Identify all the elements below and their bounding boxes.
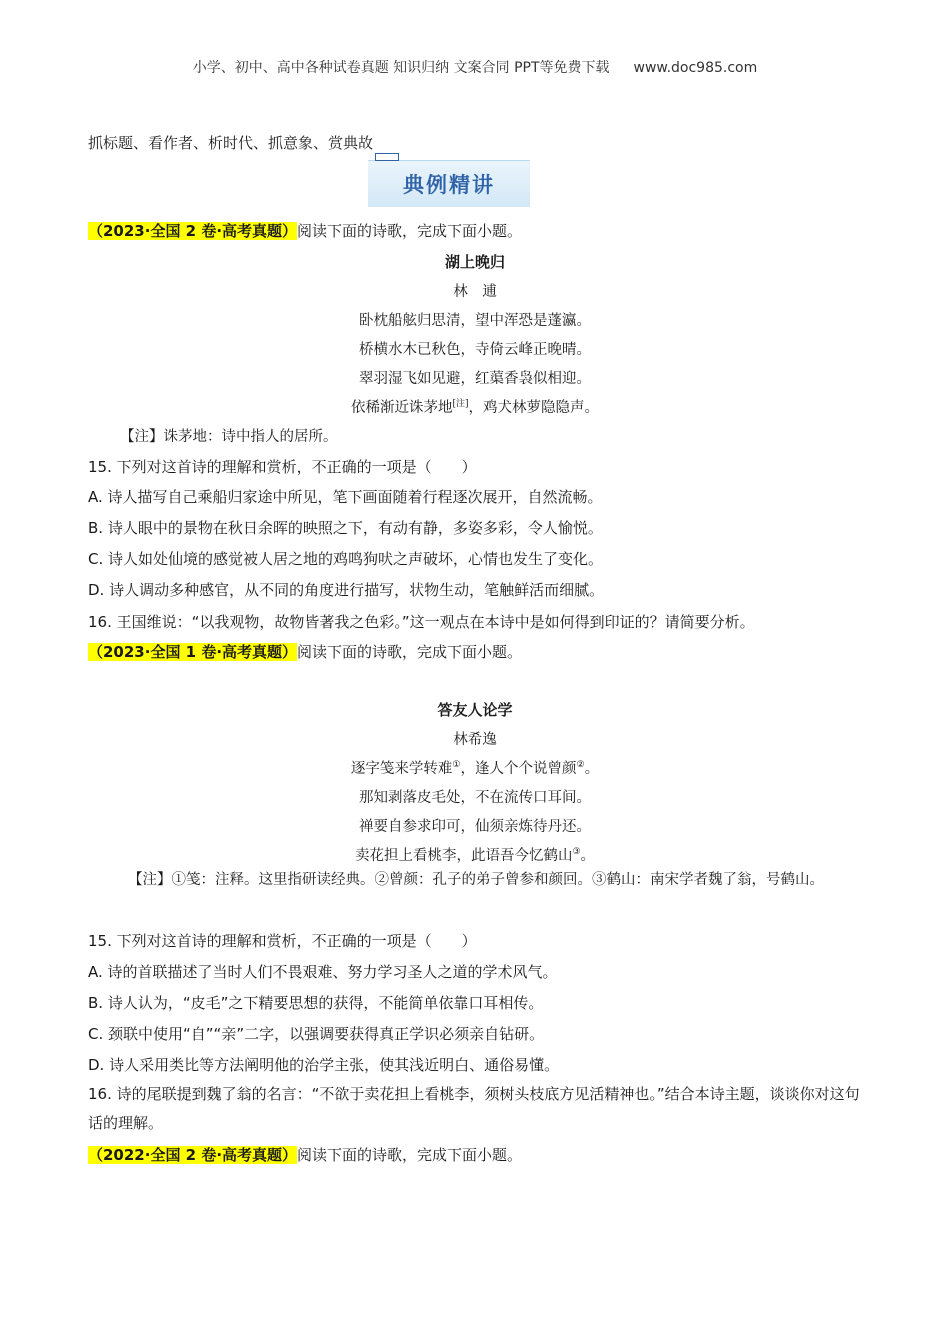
option-d: D. 诗人采用类比等方法阐明他的治学主张，使其浅近明白、通俗易懂。 bbox=[88, 1056, 560, 1074]
instruction: 阅读下面的诗歌，完成下面小题。 bbox=[297, 643, 523, 661]
page-header bbox=[0, 57, 950, 77]
option-b: B. 诗人眼中的景物在秋日余晖的映照之下，有动有静，多姿多彩，令人愉悦。 bbox=[88, 519, 603, 537]
section-banner bbox=[368, 160, 530, 207]
question-source-1 bbox=[88, 220, 522, 241]
option-b: B. 诗人认为，“皮毛”之下精要思想的获得，不能简单依靠口耳相传。 bbox=[88, 994, 544, 1012]
poem-title: 答友人论学 bbox=[437, 701, 513, 719]
question-source-2 bbox=[88, 641, 522, 662]
poem-line-text: 卖花担上看桃李，此语吾今忆鹤山 bbox=[354, 848, 573, 864]
poem-line: 翠羽湿飞如见避，红蕖香袅似相迎。 bbox=[359, 371, 591, 387]
exam-tag: （2022·全国 2 卷·高考真题） bbox=[88, 1146, 298, 1164]
poem-line: 禅要自参求印可，仙须亲炼待丹还。 bbox=[359, 819, 591, 835]
poem-line-text: ，鸡犬林萝隐隐声。 bbox=[468, 400, 600, 416]
poem-author: 林希逸 bbox=[453, 732, 497, 748]
banner-label: 典例精讲 bbox=[403, 173, 495, 197]
instruction: 阅读下面的诗歌，完成下面小题。 bbox=[297, 222, 523, 240]
option-a: A. 诗的首联描述了当时人们不畏艰难、努力学习圣人之道的学术风气。 bbox=[88, 963, 558, 981]
poem-line: 桥横水木已秋色，寺倚云峰正晚晴。 bbox=[359, 342, 591, 358]
footnote-marker: [注] bbox=[452, 399, 469, 409]
poem-line-text: ，逢人个个说曾颜 bbox=[460, 761, 577, 777]
option-c: C. 颈联中使用“自”“亲”二字，以强调要获得真正学识必须亲自钻研。 bbox=[88, 1025, 545, 1043]
poem-line bbox=[0, 844, 950, 865]
question-15: 15. 下列对这首诗的理解和赏析，不正确的一项是（ ） bbox=[88, 932, 477, 950]
option-a: A. 诗人描写自己乘船归家途中所见，笔下画面随着行程逐次展开，自然流畅。 bbox=[88, 488, 603, 506]
poem-line-text: 逐字笺来学转难 bbox=[350, 761, 453, 777]
poem-note: 【注】①笺：注释。这里指研读经典。②曾颜：孔子的弟子曾参和颜回。③鹤山：南宋学者魏了翁，号鹤山。 bbox=[128, 872, 824, 888]
poem-line-text: 。 bbox=[580, 848, 596, 864]
exam-tag: （2023·全国 2 卷·高考真题） bbox=[88, 222, 298, 240]
poem-line bbox=[0, 396, 950, 417]
poem-line bbox=[0, 757, 950, 778]
question-source-3 bbox=[88, 1144, 522, 1165]
poem-line: 卧枕船舷归思清，望中浑恐是蓬瀛。 bbox=[359, 313, 591, 329]
option-d: D. 诗人调动多种感官，从不同的角度进行描写，状物生动，笔触鲜活而细腻。 bbox=[88, 581, 605, 599]
poem-line-text: 依稀渐近诛茅地 bbox=[350, 400, 453, 416]
poem-author: 林 逋 bbox=[453, 284, 497, 300]
poem-note: 【注】诛茅地：诗中指人的居所。 bbox=[120, 429, 338, 445]
poem-line-text: 。 bbox=[584, 761, 600, 777]
exam-tag: （2023·全国 1 卷·高考真题） bbox=[88, 643, 298, 661]
footnote-marker: ① bbox=[452, 760, 461, 770]
question-15: 15. 下列对这首诗的理解和赏析，不正确的一项是（ ） bbox=[88, 458, 477, 476]
question-16: 16. 王国维说：“以我观物，故物皆著我之色彩。”这一观点在本诗中是如何得到印证的？请简要分析。 bbox=[88, 613, 755, 631]
header-text: 小学、初中、高中各种试卷真题 知识归纳 文案合同 PPT等免费下载 bbox=[192, 60, 610, 76]
intro-line: 抓标题、看作者、析时代、抓意象、赏典故 bbox=[88, 134, 374, 152]
question-16: 16. 诗的尾联提到魏了翁的名言：“不欲于卖花担上看桃李，须树头枝底方见活精神也。”结合本诗主题，谈谈你对这句话的理解。 bbox=[88, 1085, 860, 1132]
header-url[interactable]: www.doc985.com bbox=[633, 60, 758, 76]
banner-tab-decoration bbox=[375, 153, 399, 161]
poem-title: 湖上晚归 bbox=[444, 253, 505, 271]
poem-line: 那知剥落皮毛处，不在流传口耳间。 bbox=[359, 790, 591, 806]
footnote-marker: ③ bbox=[572, 847, 581, 857]
instruction: 阅读下面的诗歌，完成下面小题。 bbox=[297, 1146, 523, 1164]
option-c: C. 诗人如处仙境的感觉被人居之地的鸡鸣狗吠之声破坏，心情也发生了变化。 bbox=[88, 550, 604, 568]
footnote-marker: ② bbox=[576, 760, 585, 770]
